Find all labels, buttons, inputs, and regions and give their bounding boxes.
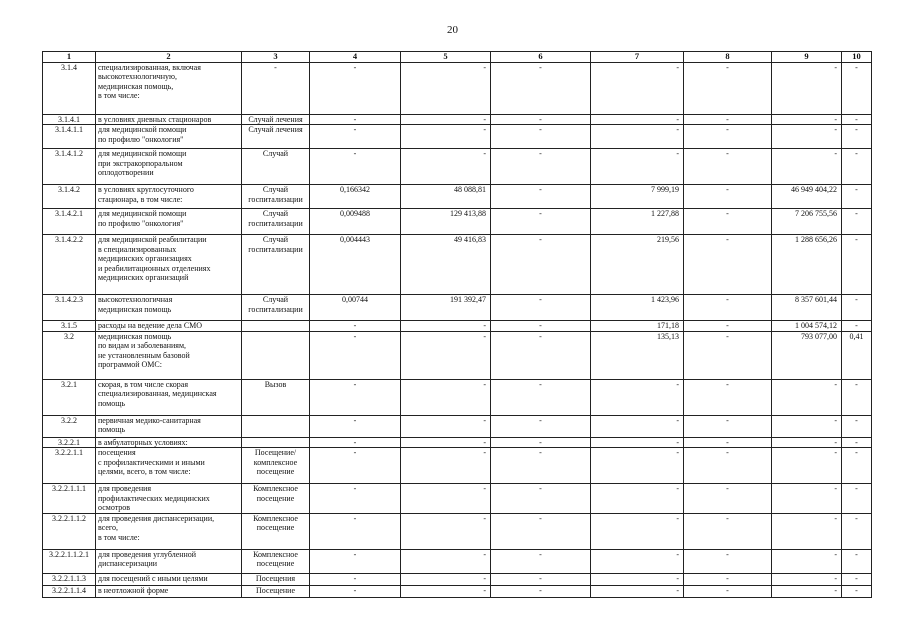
cell-col5: 191 392,47 [401,295,491,321]
row-number: 3.1.4 [43,62,96,114]
row-unit: Комплексное посещение [242,484,310,514]
table-row [43,331,872,379]
cell-col8: - [684,321,772,332]
cell-col4: - [310,125,401,149]
cell-col5: 49 416,83 [401,235,491,295]
row-unit: - [242,62,310,114]
table-row [43,235,872,295]
cell-col6: - [491,114,591,125]
cell-col10: - [842,125,872,149]
cell-col10: - [842,379,872,415]
cell-col10: - [842,513,872,549]
cell-col4: - [310,513,401,549]
cell-col6: - [491,321,591,332]
cell-col6: - [491,331,591,379]
row-unit: Случай госпитализации [242,235,310,295]
cell-col6: - [491,585,591,597]
cell-col9: 793 077,00 [772,331,842,379]
row-name: в неотложной форме [96,585,242,597]
table-row [43,149,872,185]
cell-col7: - [591,114,684,125]
cell-col8: - [684,149,772,185]
data-table [42,51,872,598]
cell-col4: - [310,149,401,185]
header-row [43,52,872,63]
row-number: 3.1.5 [43,321,96,332]
cell-col9: 1 288 656,26 [772,235,842,295]
cell-col10: - [842,62,872,114]
table-row [43,585,872,597]
row-name: для медицинской помощи по профилю "онкология" [96,125,242,149]
cell-col8: - [684,62,772,114]
row-number: 3.1.4.2.2 [43,235,96,295]
table-body [43,62,872,597]
column-header: 6 [491,52,591,63]
column-header: 10 [842,52,872,63]
cell-col7: - [591,62,684,114]
row-name: скорая, в том числе скорая специализированная, медицинская помощь [96,379,242,415]
row-name: для медицинской помощи при экстракорпоральном оплодотворении [96,149,242,185]
column-header: 2 [96,52,242,63]
cell-col8: - [684,585,772,597]
cell-col8: - [684,484,772,514]
cell-col10: - [842,437,872,448]
cell-col7: - [591,513,684,549]
cell-col5: - [401,549,491,573]
cell-col5: - [401,448,491,484]
cell-col8: - [684,185,772,209]
cell-col4: 0,004443 [310,235,401,295]
row-number: 3.2.2.1.1 [43,448,96,484]
row-unit: Вызов [242,379,310,415]
cell-col4: - [310,415,401,437]
cell-col5: - [401,321,491,332]
cell-col9: - [772,573,842,585]
cell-col5: - [401,331,491,379]
row-unit: Случай лечения [242,125,310,149]
table-row [43,125,872,149]
cell-col4: - [310,585,401,597]
row-name: для медицинской помощи по профилю "онкология" [96,209,242,235]
table-row [43,549,872,573]
cell-col8: - [684,415,772,437]
cell-col10: - [842,415,872,437]
cell-col10: - [842,484,872,514]
row-number: 3.1.4.1 [43,114,96,125]
cell-col8: - [684,331,772,379]
row-unit: Посещение/ комплексное посещение [242,448,310,484]
cell-col9: - [772,484,842,514]
row-number: 3.1.4.2.3 [43,295,96,321]
table-row [43,415,872,437]
row-number: 3.1.4.1.2 [43,149,96,185]
row-number: 3.1.4.2 [43,185,96,209]
row-name: для медицинской реабилитации в специализированных медицинских организациях и реабилитационных отделениях медицинских организаций [96,235,242,295]
row-unit: Комплексное посещение [242,549,310,573]
cell-col8: - [684,235,772,295]
cell-col10: - [842,585,872,597]
table-row [43,295,872,321]
cell-col5: - [401,437,491,448]
row-unit: Случай госпитализации [242,295,310,321]
cell-col6: - [491,209,591,235]
row-unit: Случай лечения [242,114,310,125]
cell-col4: 0,00744 [310,295,401,321]
cell-col4: - [310,437,401,448]
cell-col7: - [591,149,684,185]
cell-col10: - [842,573,872,585]
cell-col5: 129 413,88 [401,209,491,235]
cell-col10: - [842,209,872,235]
cell-col10: - [842,149,872,185]
cell-col7: - [591,448,684,484]
table-row [43,114,872,125]
row-number: 3.2 [43,331,96,379]
row-name: для посещений с иными целями [96,573,242,585]
row-name: в условиях круглосуточного стационара, в том числе: [96,185,242,209]
row-unit [242,331,310,379]
row-name: первичная медико-санитарная помощь [96,415,242,437]
column-header: 5 [401,52,491,63]
cell-col6: - [491,549,591,573]
cell-col7: 7 999,19 [591,185,684,209]
cell-col9: - [772,379,842,415]
cell-col10: 0,41 [842,331,872,379]
row-name: для проведения диспансеризации, всего, в том числе: [96,513,242,549]
cell-col6: - [491,437,591,448]
cell-col7: 171,18 [591,321,684,332]
cell-col8: - [684,513,772,549]
page-number: 20 [447,24,458,36]
row-name: для проведения профилактических медицинских осмотров [96,484,242,514]
row-unit: Случай госпитализации [242,185,310,209]
cell-col7: 1 227,88 [591,209,684,235]
row-number: 3.2.2.1.1.4 [43,585,96,597]
cell-col7: - [591,379,684,415]
cell-col5: - [401,573,491,585]
cell-col9: - [772,437,842,448]
table-row [43,321,872,332]
row-number: 3.2.2.1.1.2 [43,513,96,549]
row-name: высокотехнологичная медицинская помощь [96,295,242,321]
cell-col7: - [591,415,684,437]
table-row [43,437,872,448]
cell-col8: - [684,549,772,573]
cell-col7: - [591,573,684,585]
cell-col10: - [842,549,872,573]
table-row [43,209,872,235]
cell-col4: - [310,549,401,573]
cell-col5: 48 088,81 [401,185,491,209]
cell-col10: - [842,114,872,125]
cell-col9: - [772,125,842,149]
cell-col9: 8 357 601,44 [772,295,842,321]
row-unit: Случай [242,149,310,185]
cell-col9: 7 206 755,56 [772,209,842,235]
cell-col8: - [684,209,772,235]
cell-col6: - [491,448,591,484]
cell-col6: - [491,295,591,321]
table-row [43,185,872,209]
cell-col5: - [401,62,491,114]
cell-col10: - [842,295,872,321]
cell-col9: - [772,513,842,549]
column-header: 3 [242,52,310,63]
cell-col8: - [684,114,772,125]
cell-col5: - [401,484,491,514]
row-unit: Комплексное посещение [242,513,310,549]
cell-col5: - [401,415,491,437]
table-row [43,484,872,514]
row-number: 3.2.2.1.1.1 [43,484,96,514]
cell-col5: - [401,125,491,149]
cell-col6: - [491,62,591,114]
cell-col7: 1 423,96 [591,295,684,321]
cell-col6: - [491,235,591,295]
row-number: 3.1.4.2.1 [43,209,96,235]
cell-col6: - [491,513,591,549]
cell-col6: - [491,185,591,209]
row-name: специализированная, включая высокотехнологичную, медицинская помощь, в том числе: [96,62,242,114]
cell-col8: - [684,448,772,484]
cell-col8: - [684,379,772,415]
cell-col9: - [772,149,842,185]
column-header: 9 [772,52,842,63]
cell-col6: - [491,379,591,415]
cell-col6: - [491,573,591,585]
cell-col4: 0,166342 [310,185,401,209]
cell-col9: - [772,549,842,573]
cell-col7: - [591,484,684,514]
row-number: 3.2.2.1 [43,437,96,448]
row-number: 3.2.2 [43,415,96,437]
cell-col8: - [684,573,772,585]
table-row [43,379,872,415]
cell-col4: - [310,379,401,415]
row-name: для проведения углубленной диспансеризации [96,549,242,573]
cell-col9: - [772,62,842,114]
cell-col9: - [772,415,842,437]
column-header: 7 [591,52,684,63]
row-unit: Случай госпитализации [242,209,310,235]
table-row [43,513,872,549]
row-unit: Посещения [242,573,310,585]
row-unit: Посещение [242,585,310,597]
row-number: 3.1.4.1.1 [43,125,96,149]
cell-col5: - [401,379,491,415]
row-name: в условиях дневных стационаров [96,114,242,125]
cell-col7: - [591,585,684,597]
cell-col4: - [310,114,401,125]
row-name: медицинская помощь по видам и заболеваниям, не установленным базовой программой ОМС: [96,331,242,379]
cell-col7: 219,56 [591,235,684,295]
column-header: 4 [310,52,401,63]
table-row [43,62,872,114]
cell-col4: - [310,62,401,114]
cell-col7: - [591,549,684,573]
row-name: посещения с профилактическими и иными целями, всего, в том числе: [96,448,242,484]
cell-col9: 1 004 574,12 [772,321,842,332]
table-row [43,448,872,484]
cell-col6: - [491,484,591,514]
cell-col10: - [842,235,872,295]
cell-col9: - [772,448,842,484]
table-row [43,573,872,585]
cell-col9: 46 949 404,22 [772,185,842,209]
row-unit [242,415,310,437]
cell-col5: - [401,114,491,125]
cell-col7: - [591,437,684,448]
row-number: 3.2.1 [43,379,96,415]
cell-col4: - [310,448,401,484]
cell-col8: - [684,125,772,149]
cell-col10: - [842,185,872,209]
cell-col9: - [772,114,842,125]
column-header: 8 [684,52,772,63]
cell-col7: - [591,125,684,149]
cell-col4: - [310,484,401,514]
column-header: 1 [43,52,96,63]
cell-col4: - [310,331,401,379]
row-name: в амбулаторных условиях: [96,437,242,448]
row-number: 3.2.2.1.1.3 [43,573,96,585]
cell-col4: 0,009488 [310,209,401,235]
cell-col5: - [401,149,491,185]
cell-col6: - [491,149,591,185]
cell-col5: - [401,513,491,549]
row-unit [242,437,310,448]
cell-col8: - [684,437,772,448]
cell-col4: - [310,321,401,332]
cell-col4: - [310,573,401,585]
cell-col8: - [684,295,772,321]
row-unit [242,321,310,332]
cell-col6: - [491,415,591,437]
cell-col7: 135,13 [591,331,684,379]
cell-col6: - [491,125,591,149]
row-number: 3.2.2.1.1.2.1 [43,549,96,573]
cell-col9: - [772,585,842,597]
cell-col10: - [842,448,872,484]
cell-col10: - [842,321,872,332]
row-name: расходы на ведение дела СМО [96,321,242,332]
cell-col5: - [401,585,491,597]
